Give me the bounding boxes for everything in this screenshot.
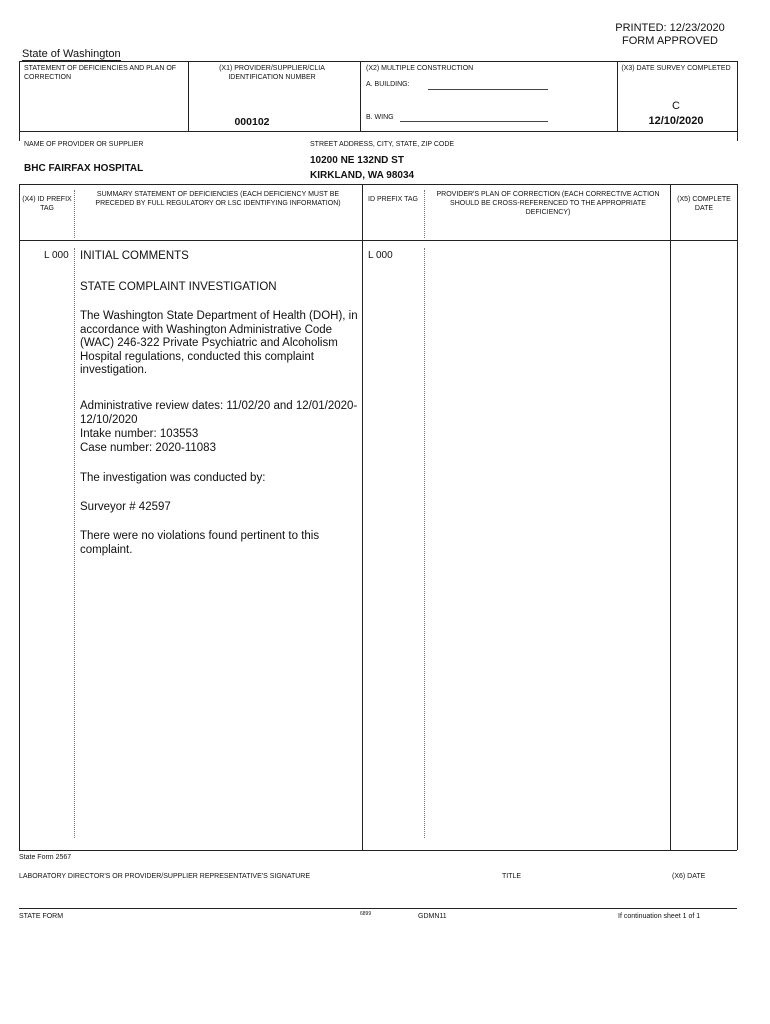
surveyor: Surveyor # 42597 bbox=[80, 501, 171, 513]
statement-label: STATEMENT OF DEFICIENCIES AND PLAN OF CORRECTION bbox=[24, 65, 177, 81]
review-dates: Administrative review dates: 11/02/20 and 12/01/2020-12/10/2020 bbox=[80, 400, 358, 426]
provider-name-label: NAME OF PROVIDER OR SUPPLIER bbox=[24, 141, 144, 148]
plan-header: PROVIDER'S PLAN OF CORRECTION (EACH CORRECTIVE ACTION SHOULD BE CROSS-REFERENCED TO THE APPROPRIATE DEFICIENCY) bbox=[436, 191, 660, 216]
heading: INITIAL COMMENTS bbox=[80, 250, 189, 262]
provider-id: 000102 bbox=[234, 116, 270, 128]
state-form-label: STATE FORM bbox=[19, 913, 64, 920]
paragraph-1: The Washington State Department of Health (DOH), in accordance with Washington Administrative Code (WAC) 246-322 Private Psychiatric and Alcoholism Hospital regulations, conducted this complaint investigation. bbox=[80, 310, 358, 376]
printed-date: PRINTED: 12/23/2020 bbox=[615, 22, 725, 34]
signature-label: LABORATORY DIRECTOR'S OR PROVIDER/SUPPLIER REPRESENTATIVE'S SIGNATURE bbox=[19, 873, 311, 880]
x5-header: (X5) COMPLETE DATE bbox=[677, 196, 731, 212]
state-label: State of Washington bbox=[22, 48, 121, 60]
tag-right: L 000 bbox=[368, 250, 393, 261]
case-number: Case number: 2020-11083 bbox=[80, 442, 216, 454]
continuation: If continuation sheet 1 of 1 bbox=[618, 913, 701, 920]
summary-header: SUMMARY STATEMENT OF DEFICIENCIES (EACH DEFICIENCY MUST BE PRECEDED BY FULL REGULATORY OR LSC IDENTIFYING INFORMATION) bbox=[95, 191, 341, 207]
form-approved: FORM APPROVED bbox=[622, 35, 718, 47]
state-form-number: State Form 2567 bbox=[19, 854, 72, 861]
x3-label: (X3) DATE SURVEY COMPLETED bbox=[621, 65, 731, 72]
address-line1: 10200 NE 132ND ST bbox=[310, 155, 404, 166]
id-prefix-header: ID PREFIX TAG bbox=[368, 196, 418, 203]
address-label: STREET ADDRESS, CITY, STATE, ZIP CODE bbox=[310, 141, 455, 148]
survey-date: 12/10/2020 bbox=[648, 115, 704, 127]
conclusion: There were no violations found pertinent to this complaint. bbox=[80, 530, 320, 556]
form-id: GDMN11 bbox=[418, 913, 447, 920]
title-label: TITLE bbox=[502, 873, 522, 880]
tag-left: L 000 bbox=[44, 250, 69, 261]
small-code: 6899 bbox=[360, 911, 372, 917]
subheading: STATE COMPLAINT INVESTIGATION bbox=[80, 281, 277, 293]
x2-label: (X2) MULTIPLE CONSTRUCTION bbox=[366, 65, 474, 72]
survey-code: C bbox=[672, 100, 680, 112]
provider-name: BHC FAIRFAX HOSPITAL bbox=[24, 163, 144, 174]
x4-header: (X4) ID PREFIX TAG bbox=[22, 196, 72, 212]
wing-label: B. WING bbox=[366, 114, 394, 121]
intake-number: Intake number: 103553 bbox=[80, 428, 199, 440]
x1-label: (X1) PROVIDER/SUPPLIER/CLIA IDENTIFICATION NUMBER bbox=[219, 65, 325, 81]
date-label: (X6) DATE bbox=[672, 873, 706, 880]
conducted-by: The investigation was conducted by: bbox=[80, 472, 266, 484]
address-line2: KIRKLAND, WA 98034 bbox=[310, 170, 415, 181]
building-label: A. BUILDING: bbox=[366, 81, 410, 88]
